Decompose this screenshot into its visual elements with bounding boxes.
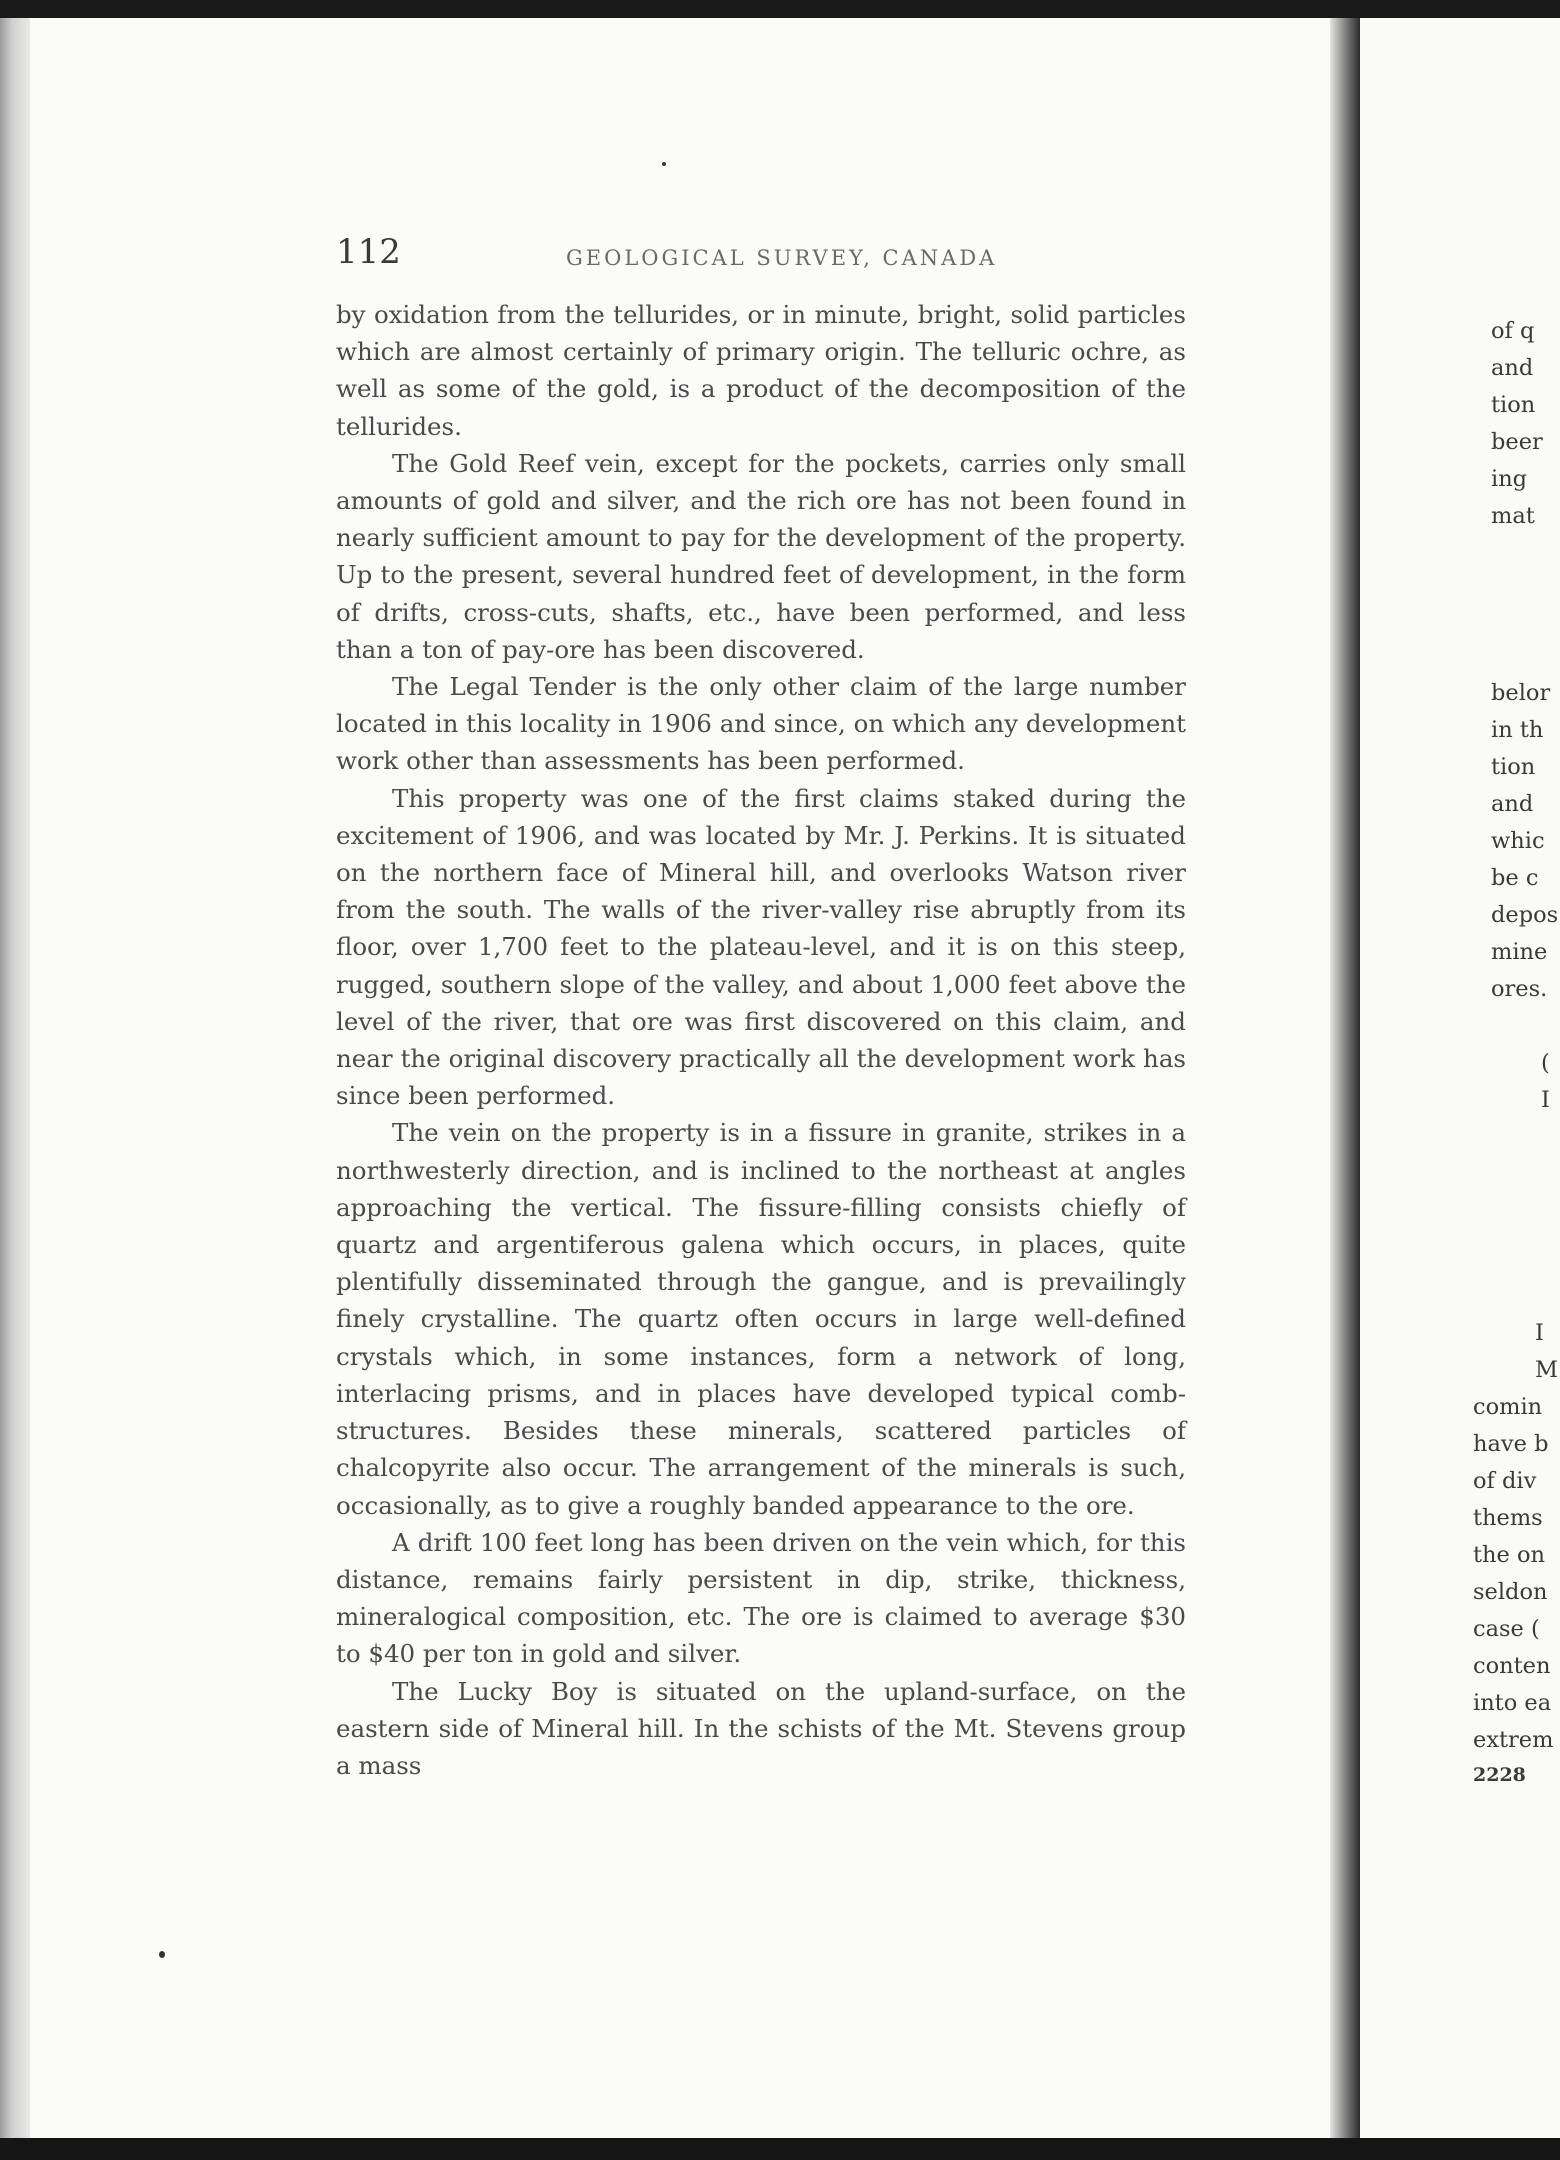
right-page-fragment: have b	[1473, 1431, 1549, 1457]
scan-bottom-border	[0, 2138, 1560, 2160]
right-page-fragment: the on	[1473, 1542, 1546, 1568]
right-page-fragment: beer	[1491, 429, 1543, 455]
right-page-fragment: ores.	[1491, 976, 1548, 1002]
right-page-fragment: into ea	[1473, 1690, 1552, 1716]
right-page-fragment: conten	[1473, 1653, 1551, 1679]
right-page-fragment: seldon	[1473, 1579, 1548, 1605]
right-page-fragment: be c	[1491, 865, 1539, 891]
paragraph: by oxidation from the tellurides, or in minute, bright, solid particles which are almost certainly of primary origin. The telluric ochre, as well as some of the gold, is a product of the decomposition of the tellurides.	[336, 300, 1186, 441]
paragraph: A drift 100 feet long has been driven on the vein which, for this distance, remains fairly persistent in dip, strike, thickness, mineralogical composition, etc. The ore is claimed to average $30 to $40 per ton in gold and silver.	[336, 1527, 1186, 1669]
right-page-fragment: and	[1491, 355, 1534, 381]
page-header	[336, 232, 1186, 282]
right-page-fragment: tion	[1491, 392, 1536, 418]
scan-speck	[159, 1951, 165, 1958]
right-page-fragment: extrem	[1473, 1727, 1554, 1753]
paragraph: This property was one of the first claims staked during the excitement of 1906, and was located by Mr. J. Perkins. It is situated on the northern face of Mineral hill, and overlooks Watson river from the south. The walls of the river-valley rise abruptly from its floor, over 1,700 feet to the plateau-level, and it is on this steep, rugged, southern slope of the valley, and about 1,000 feet above the level of the river, that ore was first discovered on this claim, and near the original discovery practically all the development work has since been performed.	[336, 783, 1186, 1111]
scan-speck	[662, 162, 666, 166]
right-page-fragment: belor	[1491, 680, 1551, 706]
page-gutter-shadow	[1330, 18, 1360, 2138]
paragraph: The Lucky Boy is situated on the upland-surface, on the eastern side of Mineral hill. In the schists of the Mt. Stevens group a mass	[336, 1676, 1186, 1780]
book-spine-edge	[0, 18, 30, 2138]
right-page-fragment: of div	[1473, 1468, 1537, 1494]
right-page-fragment: mine	[1491, 939, 1548, 965]
right-page-fragment: M	[1535, 1357, 1559, 1383]
right-page-fragment: I	[1541, 1087, 1550, 1113]
right-page-fragment: of q	[1491, 318, 1535, 344]
right-page-fragment: and	[1491, 791, 1534, 817]
right-page-fragment: depos	[1491, 902, 1559, 928]
right-page	[1360, 18, 1560, 2138]
right-page-fragment: (	[1541, 1050, 1550, 1076]
paragraph: The Legal Tender is the only other claim of the large number located in this locality in 1906 and since, on which any development work other than assessments has been performed.	[336, 672, 1186, 776]
right-page-fragment: thems	[1473, 1505, 1543, 1531]
body-text	[336, 296, 1186, 1784]
right-page-fragment: tion	[1491, 754, 1536, 780]
paragraph: The Gold Reef vein, except for the pockets, carries only small amounts of gold and silver, and the rich ore has not been found in nearly sufficient amount to pay for the development of the property. Up to the present, several hundred feet of development, in the form of drifts, cross-cuts, shafts, etc., have been performed, and less than a ton of pay-ore has been discovered.	[336, 448, 1186, 664]
right-page-fragment: case (	[1473, 1616, 1540, 1642]
paragraph: The vein on the property is in a fissure in granite, strikes in a northwesterly direction, and is inclined to the northeast at angles approaching the vertical. The fissure-filling consists chiefly of quartz and argentiferous galena which occurs, in places, quite plentifully disseminated through the gangue, and is prevailingly finely crystalline. The quartz often occurs in large well-defined crystals which, in some instances, form a network of long, interlacing prisms, and in places have developed typical comb-structures. Besides these minerals, scattered particles of chalcopyrite also occur. The arrangement of the minerals is such, occasionally, as to give a roughly banded appearance to the ore.	[336, 1118, 1186, 1520]
right-page-fragment: ing	[1491, 466, 1528, 492]
page-number: 112	[336, 232, 401, 272]
right-page-fragment: I	[1535, 1320, 1544, 1346]
right-page-fragment: comin	[1473, 1394, 1543, 1420]
running-head: GEOLOGICAL SURVEY, CANADA	[566, 246, 998, 270]
right-page-fragment: whic	[1491, 828, 1545, 854]
right-page-fragment: mat	[1491, 503, 1535, 529]
right-page-fragment: 2228	[1473, 1764, 1526, 1786]
right-page-fragment: in th	[1491, 717, 1544, 743]
